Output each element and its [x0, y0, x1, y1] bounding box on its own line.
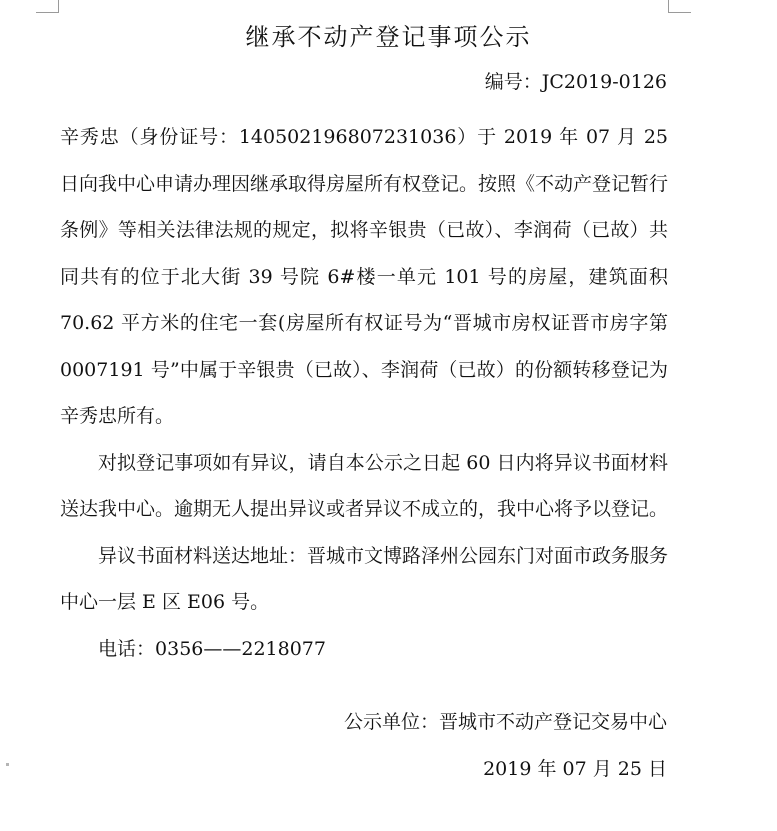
issuer-name: 晋城市不动产登记交易中心: [438, 711, 667, 733]
document-number: [485, 70, 667, 94]
phone-number: 0356——2218077: [155, 637, 326, 660]
page-corner-top-right: [668, 0, 691, 13]
document-number-value: JC2019-0126: [541, 71, 667, 93]
issuer-line: [344, 710, 667, 734]
margin-mark: [6, 763, 9, 766]
document-title: 继承不动产登记事项公示: [245, 23, 532, 51]
document-date: 2019 年 07 月 25 日: [483, 758, 667, 780]
issuer-label: 公示单位：: [343, 711, 439, 733]
paragraph-address: 异议书面材料送达地址：晋城市文博路泽州公园东门对面市政务服务中心一层 E 区 E06 号。: [60, 544, 669, 613]
phone-label: 电话：: [98, 637, 156, 660]
paragraph-objection: 对拟登记事项如有异议，请自本公示之日起 60 日内将异议书面材料送达我中心。逾期无人提出异议或者异议不成立的，我中心将予以登记。: [60, 451, 669, 520]
document-body: [60, 114, 668, 672]
document-number-label: 编号：: [484, 71, 542, 93]
phone-line: [60, 626, 668, 673]
paragraph-application: 辛秀忠（身份证号：140502196807231036）于 2019 年 07 月 25 日向我中心申请办理因继承取得房屋所有权登记。按照《不动产登记暂行条例》等相关法律法规的规定，拟将辛银贵（已故）、李润荷（已故）共同共有的位于北大街 39 号院 6#楼一单元 101 号的房屋，建筑面积 70.62 平方米的住宅一套(房屋所有权证号为“晋城市房权证晋市房字第 0007191 号”中属于辛银贵（已故）、李润荷（已故）的份额转移登记为辛秀忠所有。: [60, 126, 669, 427]
page-corner-top-left: [36, 0, 59, 13]
